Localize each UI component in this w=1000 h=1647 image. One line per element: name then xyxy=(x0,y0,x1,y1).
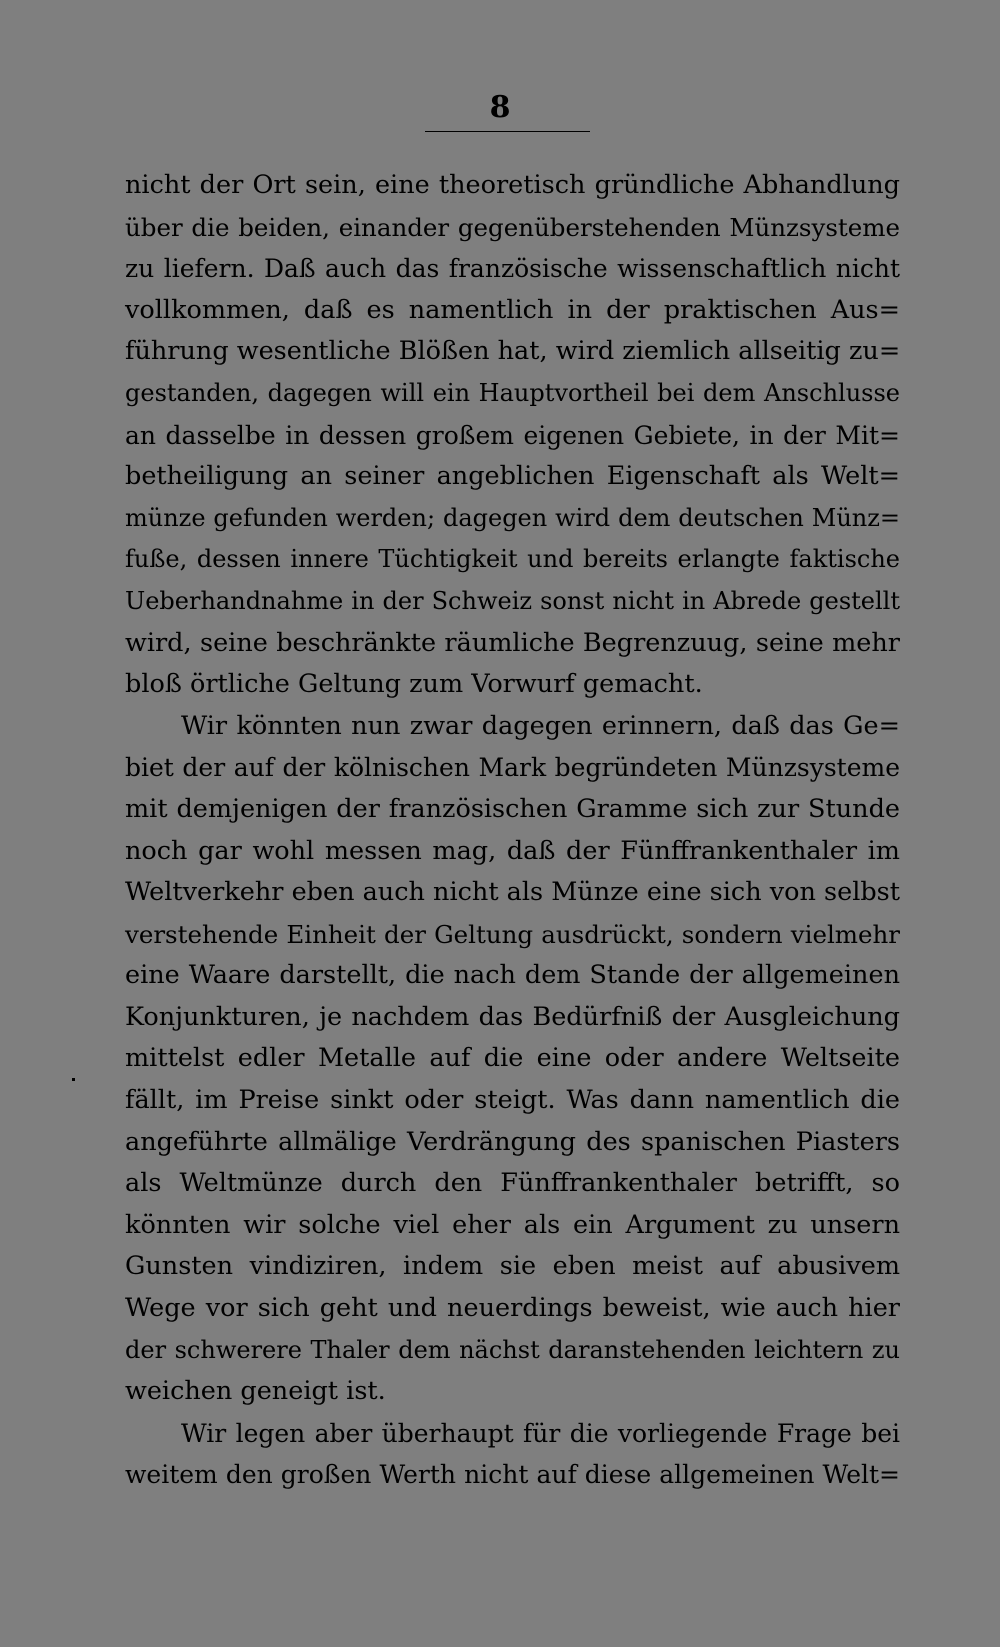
text-line: münze gefunden werden; dagegen wird dem deutschen Münz= xyxy=(125,503,900,532)
text-line: über die beiden, einander gegenüberstehenden Münzsysteme xyxy=(125,212,900,242)
text-line: zu liefern. Daß auch das französische wissenschaftlich nicht xyxy=(125,254,900,284)
paragraph-start-line: Wir legen aber überhaupt für die vorliegende Frage bei xyxy=(181,1418,900,1448)
text-line: Ueberhandnahme in der Schweiz sonst nicht in Abrede gestellt xyxy=(125,586,900,615)
text-line: der schwerere Thaler dem nächst daranstehenden leichtern zu xyxy=(125,1335,900,1364)
text-line: eine Waare darstellt, die nach dem Stande der allgemeinen xyxy=(125,960,900,991)
text-line: biet der auf der kölnischen Mark begründeten Münzsysteme xyxy=(125,753,900,783)
body-text xyxy=(125,165,900,1496)
text-line: an dasselbe in dessen großem eigenen Gebiete, in der Mit= xyxy=(125,420,900,450)
text-line: Weltverkehr eben auch nicht als Münze eine sich von selbst xyxy=(125,877,901,908)
text-line: nicht der Ort sein, eine theoretisch gründliche Abhandlung xyxy=(125,170,900,200)
text-line: verstehende Einheit der Geltung ausdrückt, sondern vielmehr xyxy=(125,919,900,949)
text-line: wird, seine beschränkte räumliche Begrenzuug, seine mehr xyxy=(125,627,900,658)
text-line: Gunsten vindiziren, indem sie eben meist auf abusivem xyxy=(125,1251,900,1282)
paragraph-end-line: bloß örtliche Geltung zum Vorwurf gemacht. xyxy=(125,669,703,700)
text-line: fuße, dessen innere Tüchtigkeit und bereits erlangte faktische xyxy=(125,545,900,574)
text-line: als Weltmünze durch den Fünffrankenthaler betrifft, so xyxy=(125,1168,900,1199)
page-number: 8 xyxy=(489,90,511,125)
text-line: Konjunkturen, je nachdem das Bedürfniß der Ausgleichung xyxy=(125,1001,900,1032)
text-line: mit demjenigen der französischen Gramme sich zur Stunde xyxy=(125,793,900,824)
text-line: mittelst edler Metalle auf die eine oder andere Weltseite xyxy=(125,1043,900,1074)
text-line: vollkommen, daß es namentlich in der praktischen Aus= xyxy=(125,294,900,325)
margin-speck xyxy=(72,1078,75,1081)
header-rule xyxy=(425,131,590,132)
text-line: gestanden, dagegen will ein Hauptvortheil bei dem Anschlusse xyxy=(125,378,900,407)
paragraph-start-line: Wir könnten nun zwar dagegen erinnern, daß das Ge= xyxy=(181,710,900,741)
text-line: fällt, im Preise sinkt oder steigt. Was dann namentlich die xyxy=(125,1085,900,1116)
text-line: betheiligung an seiner angeblichen Eigenschaft als Welt= xyxy=(125,461,900,492)
text-line: noch gar wohl messen mag, daß der Fünffrankenthaler im xyxy=(125,835,900,866)
text-line: weitem den großen Werth nicht auf diese allgemeinen Welt= xyxy=(125,1460,900,1490)
paragraph-end-line: weichen geneigt ist. xyxy=(125,1376,386,1407)
text-line: Wege vor sich geht und neuerdings beweist, wie auch hier xyxy=(125,1293,900,1324)
text-line: führung wesentliche Blößen hat, wird ziemlich allseitig zu= xyxy=(125,336,901,367)
text-line: könnten wir solche viel eher als ein Argument zu unsern xyxy=(125,1209,900,1240)
text-line: angeführte allmälige Verdrängung des spanischen Piasters xyxy=(125,1126,900,1157)
